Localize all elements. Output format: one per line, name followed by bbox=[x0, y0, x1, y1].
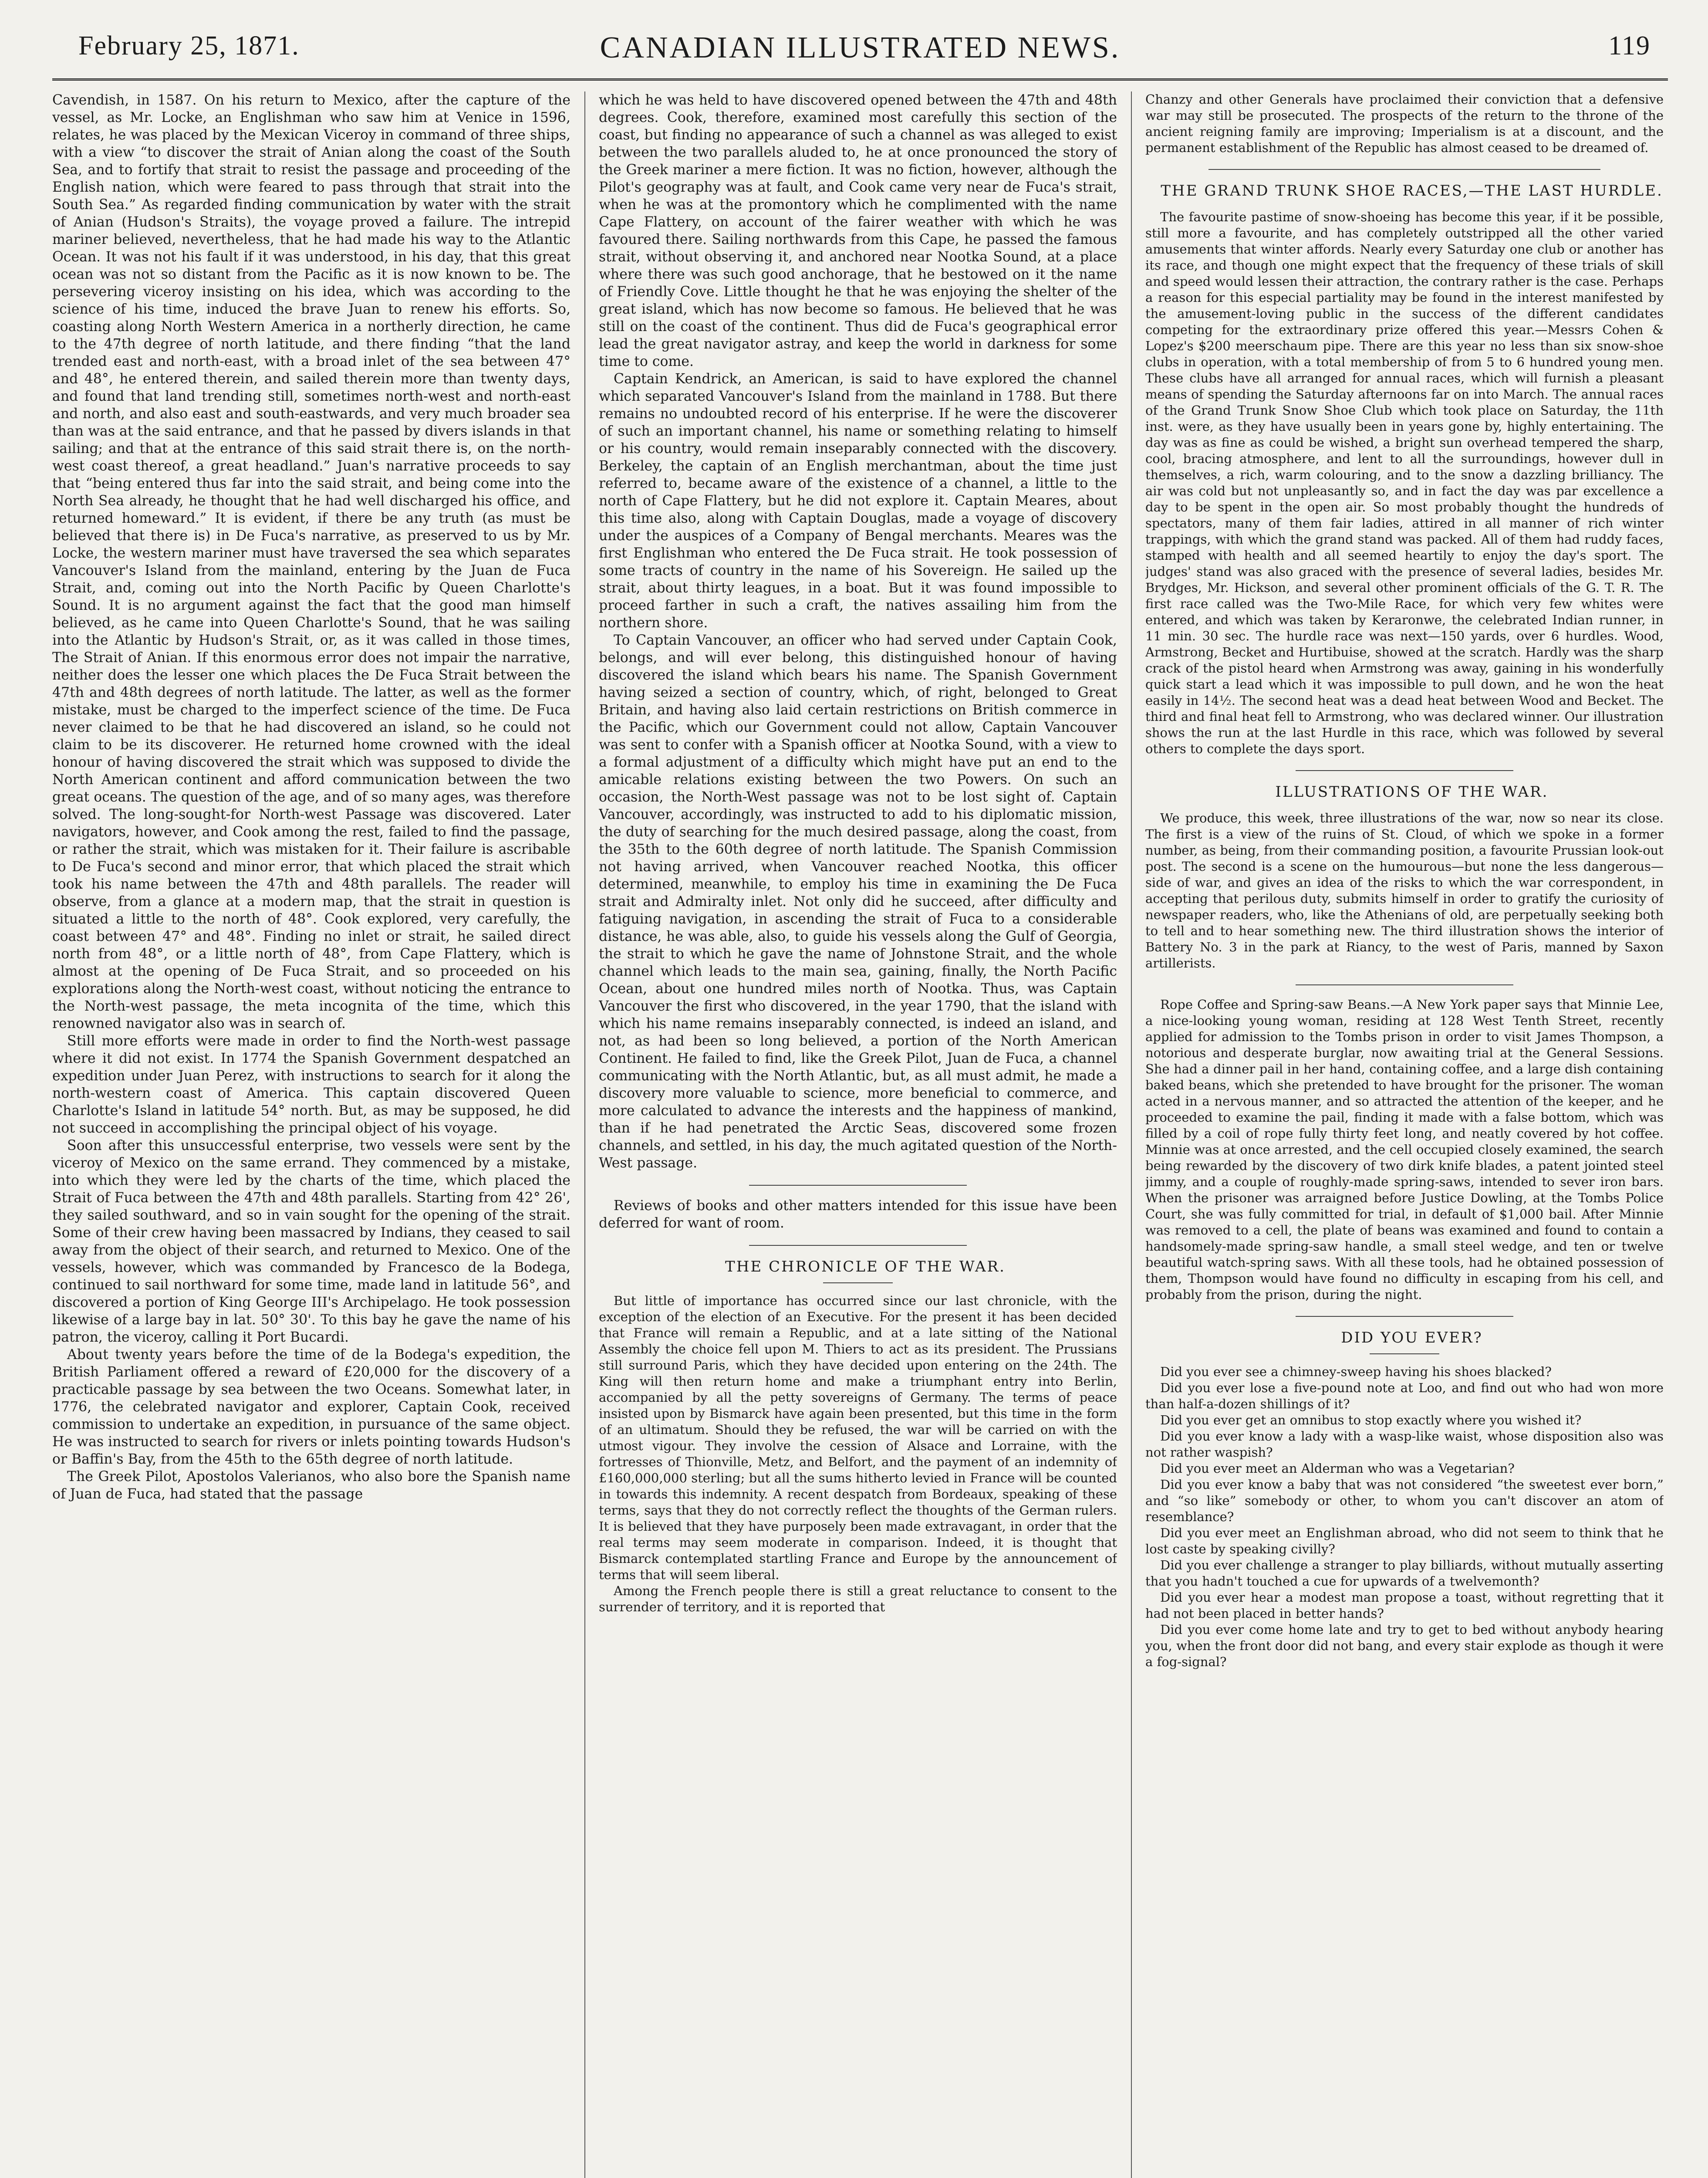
list-item: Did you ever get an omnibus to stop exactly where you wished it? bbox=[1160, 1413, 1582, 1427]
list-item: Did you ever meet an Englishman abroad, who did not seem to think that he lost caste by speaking civilly? bbox=[1145, 1525, 1664, 1556]
list-item: Did you ever see a chimney-sweep having his shoes blacked? bbox=[1160, 1364, 1552, 1379]
list-item: Did you ever challenge a stranger to play billiards, without mutually asserting that you hadn't touched a cue for upwards of a twelvemonth? bbox=[1145, 1558, 1664, 1589]
list-item: Did you ever lose a five-pound note at Loo, and find out who had won more than half-a-dozen shillings of it? bbox=[1145, 1380, 1664, 1411]
section-divider bbox=[749, 1185, 967, 1186]
issue-date: February 25, 1871. bbox=[78, 31, 300, 61]
article-paragraph: To Captain Vancouver, an officer who had served under Captain Cook, belongs, and will ever belong, this distinguished honour of having discovered the island which bears his name. The Spanish Government having seized a section of country, which, of right, belonged to Great Britain, and having also laid certain restrictions on British commerce in the Pacific, which our Government could not allow, Captain Vancouver was sent to confer with a Spanish officer at Nootka Sound, with a view to a formal adjustment of a difficulty which might have put an end to the amicable relations existing between the two Powers. On such an occasion, the North-West passage was not to be lost sight of. Captain Vancouver, accordingly, was instructed to add to his diplomatic mission, the duty of searching for the much desired passage, along the coast, from the 35th to the 60th degree of north latitude. The Spanish Commission not having arrived, when Vancouver reached Nootka, this officer determined, meanwhile, to employ his time in examining the De Fuca strait and Admiralty inlet. Not only did he succeed, after difficulty and fatiguing navigation, in ascending the strait of Fuca to a considerable distance, he was able, also, to guide his vessels along the Gulf of Georgia, the strait to which he gave the name of Johnstone Strait, and the whole channel which leads to the main sea, gaining, finally, the North Pacific Ocean, about one hundred miles north of Nootka. Thus, was Captain Vancouver the first who discovered, in the year 1790, that the island with which his name remains inseparably connected, is indeed an island, and not, as had been so long believed, a portion of the North American Continent. He failed to find, like the Greek Pilot, Juan de Fuca, a channel communicating with the North Atlantic, but, as all must admit, he made a discovery more valuable to science, more beneficial to commerce, and more calculated to advance the interests and the happiness of mankind, than if he had penetrated the Arctic Seas, discovered some frozen channels, and settled, in his day, the much agitated question of the North-West passage. bbox=[599, 632, 1117, 1171]
article-paragraph: Rope Coffee and Spring-saw Beans.—A New York paper says that Minnie Lee, a nice-looking young woman, residing at 128 West Tenth Street, recently applied for admission to the Tombs prison in order to visit James Thompson, a notorious and desperate burglar, now awaiting trial at the General Sessions. She had a dinner pail in her hand, containing coffee, and a large dish containing baked beans, which she pretended to have brought for the prisoner. The woman acted in a nervous manner, and so attracted the attention of the keeper, and he proceeded to examine the pail, finding it made with a false bottom, which was filled by a coil of rope fully thirty feet long, and neatly covered by hot coffee. Minnie was at once arrested, and the cell occupied closely examined, the search being rewarded by the discovery of two dirk knife blades, a patent jointed steel jimmy, and a couple of roughly-made spring-saws, intended to sever iron bars. When the prisoner was arraigned before Justice Dowling, at the Tombs Police Court, she was fully committed for trial, in default of $1,000 bail. After Minnie was removed to a cell, the plate of beans was examined and found to contain a handsomely-made spring-saw handle, a small steel wedge, and ten or twelve beautiful watch-spring saws. With all these tools, had he obtained possession of them, Thompson would have found no difficulty in escaping from his cell, and probably from the prison, during the night. bbox=[1145, 997, 1664, 1302]
list-item: Did you ever know a lady with a wasp-like waist, whose disposition also was not rather waspish? bbox=[1145, 1429, 1664, 1460]
list-item: Did you ever come home late and try to get to bed without anybody hearing you, when the front door did not bang, and every stair explode as though it were a fog-signal? bbox=[1145, 1622, 1664, 1669]
chronicle-heading: THE CHRONICLE OF THE WAR. bbox=[725, 1258, 1006, 1275]
illustrations-heading: ILLUSTRATIONS OF THE WAR. bbox=[1275, 783, 1549, 801]
article-paragraph: Chanzy and other Generals have proclaimed their conviction that a defensive war may still be prosecuted. The prospects of the return to the throne of the ancient reigning family are improving; Imperialism is at a discount, and the permanent establishment of the Republic has almost ceased to be dreamed of. bbox=[1145, 92, 1664, 155]
article-paragraph: We produce, this week, three illustrations of the war, now so near its close. The first is a view of the ruins of St. Cloud, of which we spoke in a former number, as being, from their commanding position, a favourite Prussian look-out post. The second is a scene on the humourous—but none the less dangerous—side of war, and gives an idea of the risks to which the war correspondent, in accepting that perilous duty, submits himself in order to gratify the curiosity of newspaper readers, who, like the Athenians of old, are perpetually seeking both to tell and to hear something new. The third illustration shows the interior of Battery No. 3 in the park at Riancy, to the west of Paris, manned by Saxon artillerists. bbox=[1145, 811, 1664, 971]
column-1 bbox=[52, 91, 570, 2178]
spacer bbox=[1145, 802, 1664, 810]
article-paragraph: Captain Kendrick, an American, is said to have explored the channel which separated Vancouver's Island from the mainland in 1788. But there remains no undoubted record of his enterprise. If he were the discoverer of such an important channel, his name or something relating to himself or his country, would remain inseparably connected with the discovery. Berkeley, the captain of an English merchantman, about the time just referred to, became aware of the existence of a channel, a little to the north of Cape Flattery, but he did not explore it. Captain Meares, about this time also, along with Captain Douglas, made a voyage of discovery under the auspices of a Company of Bengal merchants. Meares was the first Englishman who entered the De Fuca strait. He took possession of some tracts of country in the name of his Sovereign. He sailed up the strait, about thirty leagues, in a boat. But it was found impossible to proceed farther in such a craft, the natives assailing him from the northern shore. bbox=[599, 371, 1117, 631]
page-number: 119 bbox=[1608, 31, 1651, 61]
heading-rule bbox=[823, 1282, 893, 1283]
article-paragraph: Among the French people there is still a great reluctance to consent to the surrender of territory, and it is reported that bbox=[599, 1583, 1117, 1614]
article-paragraph: The Greek Pilot, Apostolos Valerianos, who also bore the Spanish name of Juan de Fuca, had stated that the passage bbox=[52, 1469, 570, 1502]
article-paragraph: But little of importance has occurred since our last chronicle, with the exception of the election of an Executive. For the present it has been decided that France will remain a Republic, and at a late sitting of the National Assembly the choice fell upon M. Thiers to act as its president. The Prussians still surround Paris, which they have decided upon entering on the 24th. The King will then return home and make a triumphant entry into Berlin, accompanied by all the petty sovereigns of Germany. The terms of peace insisted upon by Bismarck have again been presented, but this time in the form of an ultimatum. Should they be refused, the war will be carried on with the utmost vigour. They involve the cession of Alsace and Lorraine, with the fortresses of Thionville, Metz, and Belfort, and the payment of an indemnity of £160,000,000 sterling; but all the sums hitherto levied in France will be counted in towards this indemnity. A recent despatch from Bordeaux, speaking of these terms, says that they do not correctly reflect the thoughts of the German rulers. It is believed that they have purposely been made extravagant, in order that the real terms may seem moderate in comparison. Indeed, it is thought that Bismarck contemplated startling France and Europe by the announcement of terms that will seem liberal. bbox=[599, 1293, 1117, 1582]
section-divider bbox=[1296, 770, 1513, 771]
column-3 bbox=[1145, 91, 1664, 2178]
article-paragraph: Soon after this unsuccessful enterprise, two vessels were sent by the viceroy of Mexico on the same errand. They commenced by a mistake, into which they were led by the charts of the time, which placed the Strait of Fuca between the 47th and 48th parallels. Starting from 42° 26', they sailed southward, and so in vain sought for the opening of the strait. Some of their crew having been massacred by Indians, they ceased to sail away from the object of their search, and returned to Mexico. One of the vessels, however, which was commanded by Francesco de la Bodega, continued to sail northward for some time, made land in latitude 56°, and discovered a portion of King George III's Archipelago. He took possession likewise of a large bay in lat. 50° 30'. To this bay he gave the name of his patron, the viceroy, calling it Port Bucardi. bbox=[52, 1138, 570, 1345]
shoe-races-heading: THE GRAND TRUNK SHOE RACES,—THE LAST HURDLE. bbox=[1161, 182, 1663, 200]
spacer bbox=[1145, 200, 1664, 209]
section-divider bbox=[1296, 1316, 1513, 1317]
article-paragraph: The favourite pastime of snow-shoeing has become this year, if it be possible, still more a favourite, and has completely outstripped all the other varied amusements that winter affords. Nearly every Saturday one club or another has its race, and though one might expect that the frequency of these trials of skill and speed would lessen their attraction, the contrary rather is the case. Perhaps a reason for this especial partiality may be found in the interest manifested by the amusement-loving public in the success of the different candidates competing for the extraordinary prize offered this year.—Messrs Cohen & Lopez's $200 meerschaum pipe. There are this year no less than six snow-shoe clubs in operation, with a total membership of from 5 to 6 hundred young men. These clubs have all arranged for annual races, which will furnish a pleasant means of spending the Saturday afternoons far on into March. The annual races of the Grand Trunk Snow Shoe Club which took place on Saturday, the 11th inst. were, as they have usually been in years gone by, highly entertaining. The day was as fine as could be wished, a bright sun overhead tempered the sharp, cool, bracing atmosphere, and lent to all the surroundings, however dull in themselves, a rich, warm colouring, and to the snow a dazzling brilliancy. The air was cold but not unpleasantly so, and in fact the day was par excellence a day to be spent in the open air. So most probably thought the hundreds of spectators, many of them fair ladies, attired in all manner of rich winter trappings, with which the grand stand was packed. All of them had ruddy faces, stamped with health and all seemed heartily to enjoy the day's sport. The judges' stand was also graced with the presence of several ladies, besides Mr. Brydges, Mr. Hickson, and several other prominent officials of the G. T. R. The first race called was the Two-Mile Race, for which very few whites were entered, and which was taken by Keraronwe, the celebrated Indian runner, in 11 min. 30 sec. The hurdle race was next—150 yards, over 6 hurdles. Wood, Armstrong, Becket and Hurtibuise, showed at the scratch. Hardly was the sharp crack of the pistol heard when Armstrong was away, gaining in his wonderfully quick start a lead which it was impossible to pull down, and he won the heat easily in 14½. The second heat was a dead heat between Wood and Becket. The third and final heat fell to Armstrong, who was declared winner. Our illustration shows the run at the last Hurdle in this race, which was followed by several others to complete the days sport. bbox=[1145, 210, 1664, 756]
editorial-notice: Reviews of books and other matters intended for this issue have been deferred for want of room. bbox=[599, 1198, 1117, 1231]
section-divider bbox=[749, 1245, 967, 1246]
section-divider bbox=[1296, 984, 1513, 985]
list-item: Did you ever know a baby that was not considered “the sweetest ever born,” and “so like” somebody or other, to whom you can't discover an atom of resemblance? bbox=[1145, 1477, 1664, 1524]
newspaper-page bbox=[52, 26, 1668, 2178]
column-rule bbox=[1131, 91, 1132, 2178]
article-paragraph: Cavendish, in 1587. On his return to Mexico, after the capture of the vessel, as Mr. Locke, an Englishman who saw him at Venice in 1596, relates, he was placed by the Mexican Viceroy in command of three ships, with a view “to discover the strait of Anian along the coast of the South Sea, and to fortify that strait to resist the passage and proceeding of the English nation, which were feared to pass through that strait into the South Sea.” As regarded finding communication by water with the strait of Anian (Hudson's Straits), the voyage proved a failure. The intrepid mariner believed, nevertheless, that he had made his way to the Atlantic Ocean. It was not his fault if it was understood, in his day, that this great ocean was not so distant from the Pacific as it is now known to be. The persevering viceroy insisting on his idea, which was according to the science of his time, induced the brave Juan to renew his efforts. So, coasting along North Western America in a northerly direction, he came to the 47th degree of north latitude, and there finding “that the land trended east and north-east, with a broad inlet of the sea between 47° and 48°, he entered therein, and sailed therein more than twenty days, and found that land trending still, sometimes north-west and north-east and north, and also east and south-eastwards, and very much broader sea than was at the said entrance, and that he passed by divers islands in that sailing; and that at the entrance of this said strait there is, on the north-west coast thereof, a great headland.” Juan's narrative proceeds to say that “being entered thus far into the said strait, and being come into the North Sea already, he thought that he had well discharged his office, and returned homeward.” It is evident, if there be any truth (as must be believed that there is) in De Fuca's narrative, as preserved to us by Mr. Locke, the western mariner must have traversed the sea which separates Vancouver's Island from the mainland, entering by the Juan de Fuca Strait, and, coming out into the North Pacific by Queen Charlotte's Sound. It is no argument against the fact that the good man himself believed, as he came into Queen Charlotte's Sound, that he was sailing into the Atlantic by Hudson's Strait, or, as it was called in those times, The Strait of Anian. If this enormous error does not impair the narrative, neither does the lesser one which places the De Fuca Strait between the 47th and 48th degrees of north latitude. The latter, as well as the former mistake, must be charged to the imperfect science of the time. De Fuca never claimed to be that he had discovered an island, so he could not claim to be its discoverer. He returned home crowned with the ideal honour of having discovered the strait which was supposed to divide the North American continent and afford communication between the two great oceans. The question of the age, and of so many ages, was therefore solved. The long-sought-for North-west Passage was discovered. Later navigators, however, and Cook among the rest, failed to find the passage, or rather the strait, which was mistaken for it. Their failure is ascribable to De Fuca's second and minor error, that which placed the strait which took his name between the 47th and 48th parallels. The reader will observe, from a glance at a modern map, that the strait in question is situated a little to the north of 48°. Cook explored, very carefully, the coast between 47° and 48°. Finding no inlet or strait, he sailed direct north from 48°, or a little north of 48°, from Cape Flattery, which is almost at the opening of De Fuca Strait, and so proceeded on his explorations along the North-west coast, without noticing the entrance to the North-west passage, the meta incognita of the time, which this renowned navigator also was in search of. bbox=[52, 92, 570, 1032]
heading-rule bbox=[1370, 1353, 1439, 1354]
column-2 bbox=[599, 91, 1117, 2178]
masthead bbox=[52, 26, 1668, 81]
article-paragraph: About twenty years before the time of de la Bodega's expedition, the British Parliament offered a reward of £20,000 for the discovery of a practicable passage by sea between the two Oceans. Somewhat later, in 1776, the celebrated navigator and explorer, Captain Cook, received commission to undertake an expedition, in pursuance of the same object. He was instructed to search for rivers or inlets pointing towards Hudson's or Baffin's Bay, from the 45th to the 65th degree of north latitude. bbox=[52, 1347, 570, 1467]
did-you-ever-heading: DID YOU EVER? bbox=[1341, 1329, 1483, 1346]
column-rule bbox=[584, 91, 585, 2178]
newspaper-title: CANADIAN ILLUSTRATED NEWS. bbox=[600, 31, 1121, 64]
list-item: Did you ever meet an Alderman who was a Vegetarian? bbox=[1160, 1461, 1515, 1476]
article-paragraph: Still more efforts were made in order to find the North-west passage where it did not exist. In 1774 the Spanish Government despatched an expedition under Juan Perez, with instructions to search for it along the north-western coast of America. This captain discovered Queen Charlotte's Island in latitude 54° north. But, as may be supposed, he did not succeed in accomplishing the principal object of his voyage. bbox=[52, 1033, 570, 1136]
list-item: Did you ever hear a modest man propose a toast, without regretting that it had not been placed in better hands? bbox=[1145, 1590, 1664, 1621]
article-paragraph: which he was held to have discovered opened between the 47th and 48th degrees. Cook, therefore, examined most carefully this section of the coast, but finding no appearance of such a channel as was alleged to exist between the two parallels aluded to, he at once pronounced the story of the Greek mariner a mere fiction. It was no fiction, however, although the Pilot's geography was at fault, and Cook came very near de Fuca's strait, when he was at the promontory which he complimented with the name Cape Flattery, on account of the fairer weather with which he was favoured there. Sailing northwards from this Cape, he passed the famous strait, without observing it, and anchored near Nootka Sound, at a place where there was such good anchorage, that he bestowed on it the name of Friendly Cove. Little thought he that he was enjoying the shelter of the great island, which has now become so famous. He believed that he was still on the coast of the continent. Thus did de Fuca's geographical error lead the great navigator astray, and keep the world in darkness for some time to come. bbox=[599, 92, 1117, 369]
section-divider bbox=[1208, 169, 1600, 170]
